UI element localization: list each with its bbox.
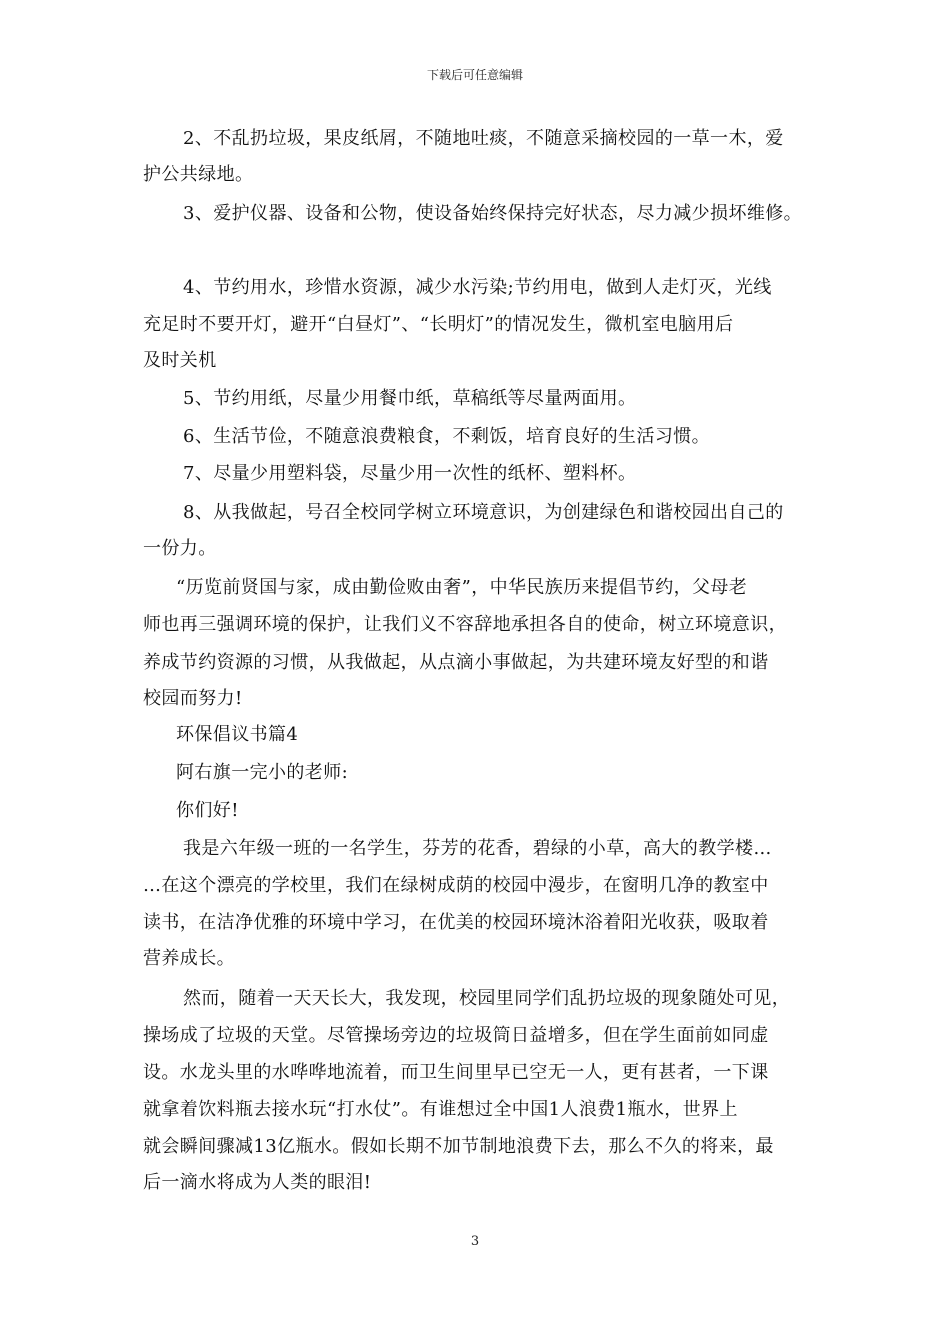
- body-line: 一份力。: [143, 538, 217, 559]
- body-line: “历览前贤国与家，成由勤俭败由奢”，中华民族历来提倡节约，父母老: [176, 577, 748, 598]
- body-line: 设。水龙头里的水哗哗地流着，而卫生间里早已空无一人，更有甚者，一下课: [143, 1062, 769, 1083]
- body-line: …在这个漂亮的学校里，我们在绿树成荫的校园中漫步，在窗明几净的教室中: [143, 875, 769, 896]
- body-line: 就会瞬间骤减13亿瓶水。假如长期不加节制地浪费下去，那么不久的将来，最: [143, 1136, 774, 1157]
- body-line: 然而，随着一天天长大，我发现，校园里同学们乱扔垃圾的现象随处可见，: [183, 988, 791, 1009]
- body-line: 操场成了垃圾的天堂。尽管操场旁边的垃圾筒日益增多，但在学生面前如同虚: [143, 1025, 769, 1046]
- body-line: 读书，在洁净优雅的环境中学习，在优美的校园环境沐浴着阳光收获，吸取着: [143, 912, 769, 933]
- body-line: 就拿着饮料瓶去接水玩“打水仗”。有谁想过全中国1人浪费1瓶水，世界上: [143, 1099, 738, 1120]
- greeting: 你们好!: [176, 800, 239, 821]
- page-header: 下载后可任意编辑: [426, 68, 523, 82]
- body-line: 师也再三强调环境的保护，让我们义不容辞地承担各自的使命，树立环境意识，: [143, 614, 787, 635]
- body-line: 2、不乱扔垃圾，果皮纸屑，不随地吐痰，不随意采摘校园的一草一木，爱: [183, 128, 784, 149]
- body-line: 后一滴水将成为人类的眼泪!: [143, 1172, 372, 1193]
- body-line: 养成节约资源的习惯，从我做起，从点滴小事做起，为共建环境友好型的和谐: [143, 652, 769, 673]
- salutation: 阿右旗一完小的老师:: [176, 762, 349, 783]
- body-line: 7、尽量少用塑料袋，尽量少用一次性的纸杯、塑料杯。: [183, 463, 637, 484]
- body-line: 6、生活节俭，不随意浪费粮食，不剩饭，培育良好的生活习惯。: [183, 426, 711, 447]
- body-line: 我是六年级一班的一名学生，芬芳的花香，碧绿的小草，高大的教学楼…: [183, 838, 772, 859]
- body-line: 4、节约用水，珍惜水资源，减少水污染;节约用电，做到人走灯灭，光线: [183, 277, 772, 298]
- body-line: 充足时不要开灯，避开“白昼灯”、“长明灯”的情况发生，微机室电脑用后: [143, 314, 734, 335]
- body-line: 5、节约用纸，尽量少用餐巾纸，草稿纸等尽量两面用。: [183, 388, 637, 409]
- section-title: 环保倡议书篇4: [176, 724, 299, 745]
- body-line: 8、从我做起，号召全校同学树立环境意识，为创建绿色和谐校园出自己的: [183, 502, 784, 523]
- body-line: 护公共绿地。: [143, 164, 254, 185]
- page-number: 3: [470, 1234, 480, 1249]
- body-line: 及时关机: [143, 350, 217, 371]
- body-line: 校园而努力!: [143, 688, 243, 709]
- body-line: 营养成长。: [143, 948, 235, 969]
- body-line: 3、爱护仪器、设备和公物，使设备始终保持完好状态，尽力减少损坏维修。: [183, 203, 803, 224]
